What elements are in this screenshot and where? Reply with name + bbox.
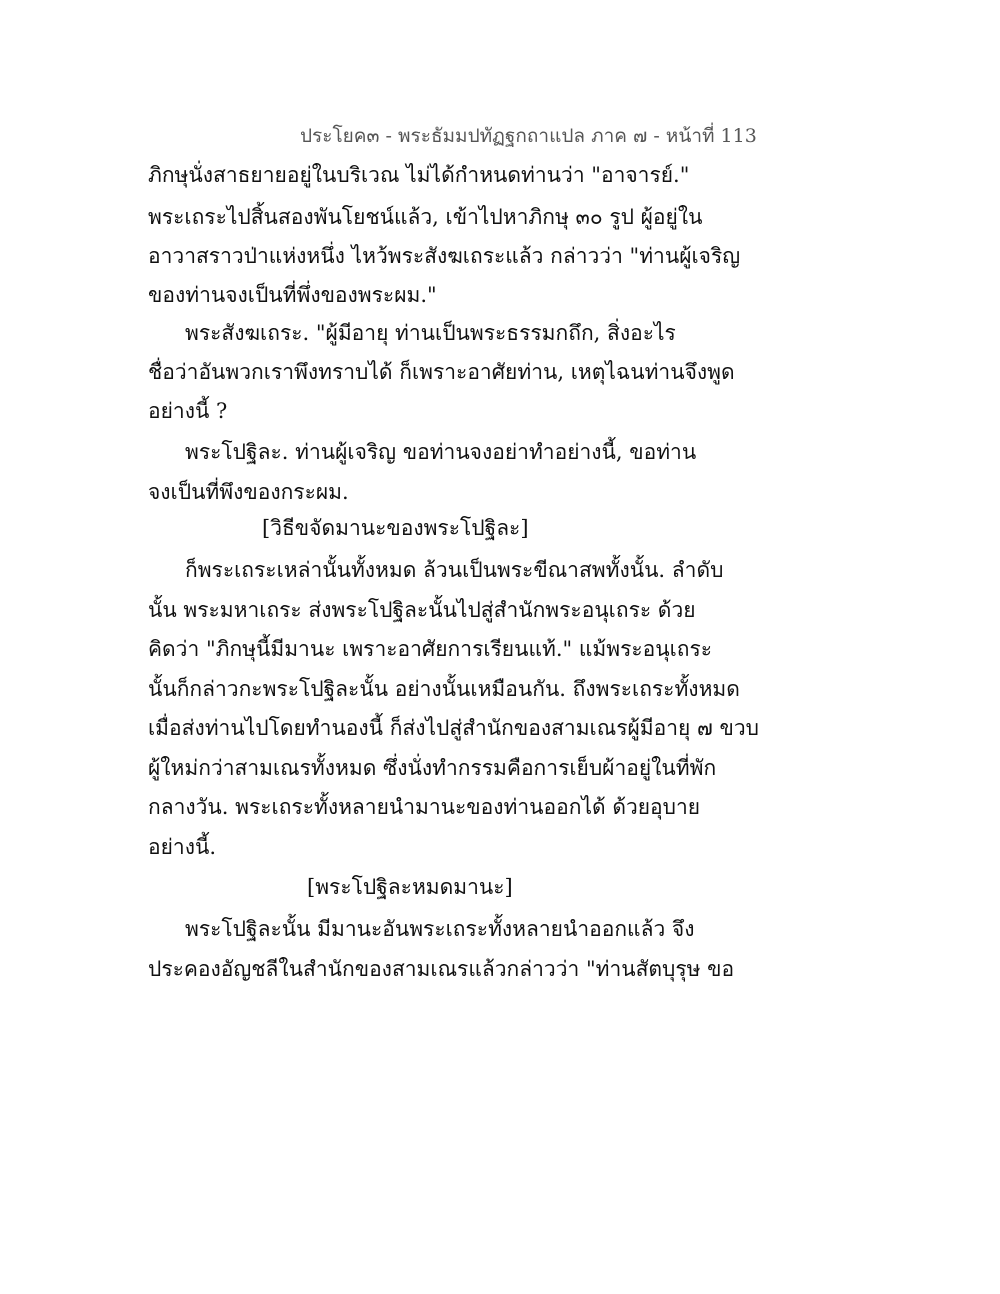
running-header: ประโยค๓ - พระธัมมปทัฏฐกถาแปล ภาค ๗ - หน้าที่ 113: [300, 125, 757, 147]
text-line: ชื่อว่าอันพวกเราพึงทราบได้ ก็เพราะอาศัยท่าน, เหตุไฉนท่านจึงพูด: [148, 360, 735, 384]
section-heading: [วิธีขจัดมานะของพระโปฐิละ]: [262, 516, 529, 540]
text-line: นั้นก็กล่าวกะพระโปฐิละนั้น อย่างนั้นเหมือนกัน. ถึงพระเถระทั้งหมด: [148, 677, 740, 701]
text-line: ก็พระเถระเหล่านั้นทั้งหมด ล้วนเป็นพระขีณาสพทั้งนั้น. ลำดับ: [185, 558, 724, 582]
text-line: เมื่อส่งท่านไปโดยทำนองนี้ ก็ส่งไปสู่สำนักของสามเณรผู้มีอายุ ๗ ขวบ: [148, 716, 759, 740]
text-line: พระสังฆเถระ. "ผู้มีอายุ ท่านเป็นพระธรรมกถึก, สิ่งอะไร: [185, 321, 676, 345]
text-line: ภิกษุนั่งสาธยายอยู่ในบริเวณ ไม่ได้กำหนดท่านว่า "อาจารย์.": [148, 163, 690, 187]
text-line: ของท่านจงเป็นที่พึ่งของพระผม.": [148, 283, 437, 307]
text-line: อาวาสราวป่าแห่งหนึ่ง ไหว้พระสังฆเถระแล้ว กล่าวว่า "ท่านผู้เจริญ: [148, 244, 741, 268]
text-line: ประคองอัญชลีในสำนักของสามเณรแล้วกล่าวว่า "ท่านสัตบุรุษ ขอ: [148, 957, 735, 981]
text-line: พระเถระไปสิ้นสองพันโยชน์แล้ว, เข้าไปหาภิกษุ ๓๐ รูป ผู้อยู่ใน: [148, 205, 703, 229]
text-line: นั้น พระมหาเถระ ส่งพระโปฐิละนั้นไปสู่สำนักพระอนุเถระ ด้วย: [148, 598, 696, 622]
text-line: พระโปฐิละ. ท่านผู้เจริญ ขอท่านจงอย่าทำอย่างนี้, ขอท่าน: [185, 440, 697, 464]
section-heading: [พระโปฐิละหมดมานะ]: [307, 875, 513, 899]
text-line: พระโปฐิละนั้น มีมานะอันพระเถระทั้งหลายนำออกแล้ว จึง: [185, 917, 695, 941]
text-line: จงเป็นที่พึงของกระผม.: [148, 480, 349, 504]
text-line: อย่างนี้.: [148, 835, 216, 859]
text-line: คิดว่า "ภิกษุนี้มีมานะ เพราะอาศัยการเรียนแท้." แม้พระอนุเถระ: [148, 637, 713, 661]
text-line: กลางวัน. พระเถระทั้งหลายนำมานะของท่านออกได้ ด้วยอุบาย: [148, 795, 701, 819]
text-line: อย่างนี้ ?: [148, 399, 228, 423]
text-line: ผู้ใหม่กว่าสามเณรทั้งหมด ซึ่งนั่งทำกรรมคือการเย็บผ้าอยู่ในที่พัก: [148, 756, 717, 780]
